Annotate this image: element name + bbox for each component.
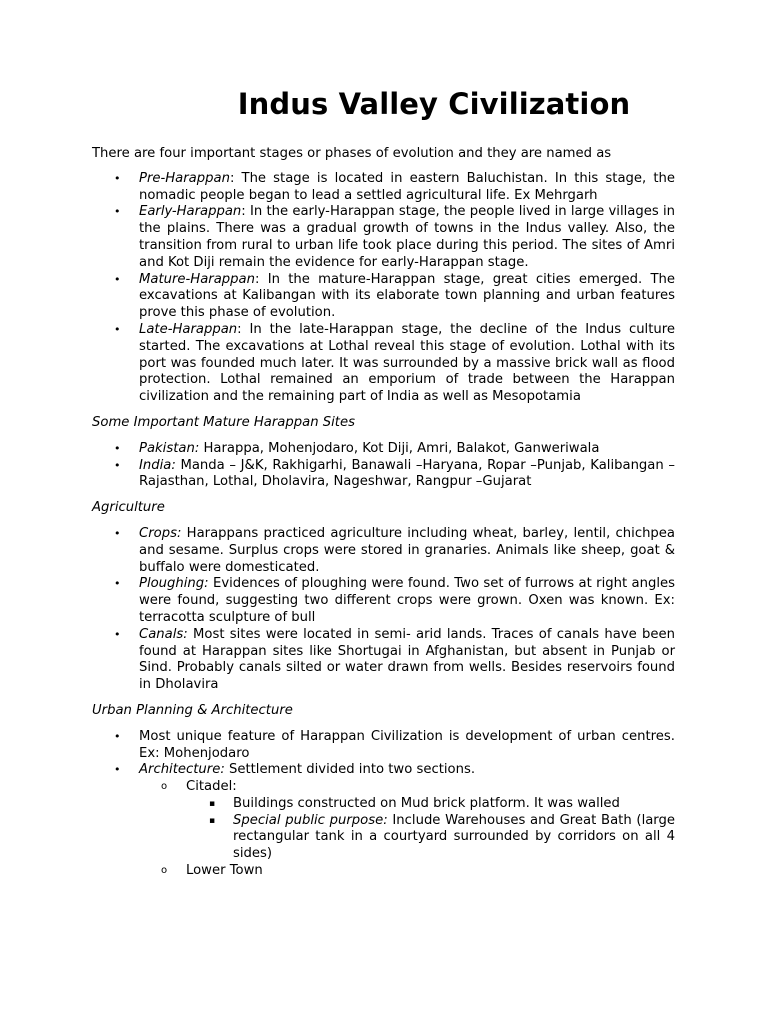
bullet-icon: •: [114, 205, 121, 219]
list-item: [92, 526, 675, 576]
page-title: Indus Valley Civilization: [237, 87, 631, 121]
agri-term: Crops:: [139, 525, 182, 541]
bullet-icon: •: [114, 526, 121, 540]
bullet-icon: •: [114, 441, 121, 455]
citadel-sublist: [186, 796, 675, 863]
stages-list: [92, 171, 675, 406]
list-item: [92, 272, 675, 322]
list-item: [92, 762, 675, 880]
citadel-term: Special public purpose:: [233, 812, 388, 828]
intro-paragraph: There are four important stages or phases of evolution and they are named as: [92, 146, 612, 161]
circle-bullet-icon: o: [161, 781, 168, 793]
site-text: Harappa, Mohenjodaro, Kot Diji, Amri, Balakot, Ganweriwala: [199, 440, 600, 456]
stage-term: Early-Harappan: [139, 204, 242, 220]
list-item: [92, 458, 675, 492]
document-body: [92, 146, 675, 880]
architecture-sublist: [139, 779, 675, 880]
section-heading-sites: Some Important Mature Harappan Sites: [92, 414, 355, 430]
agri-text: Evidences of ploughing were found. Two set of furrows at right angles were found, suggesting two different crops were grown. Oxen was known. Ex: terracotta sculpture of bull: [139, 576, 675, 625]
list-item: [92, 729, 675, 763]
urban-list: [92, 729, 675, 880]
circle-bullet-icon: o: [161, 865, 168, 877]
agri-text: Most sites were located in semi- arid lands. Traces of canals have been found at Harappan sites like Shortugai in Afghanistan, but absent in Punjab or Sind. Probably canals silted or water drawn from wells. Besides reservoirs found in Dholavira: [139, 626, 675, 693]
list-item: [186, 796, 675, 813]
stage-text: : In the early-Harappan stage, the people lived in large villages in the plains. There was a gradual growth of towns in the Indus valley. Also, the transition from rural to urban life took place during this period. The sites of Amri and Kot Diji remain the evidence for early-Harappan stage.: [139, 204, 675, 270]
stage-text: : In the mature-Harappan stage, great cities emerged. The excavations at Kalibangan with its elaborate town planning and urban features prove this phase of evolution.: [139, 271, 675, 321]
list-item: [92, 627, 675, 694]
list-item: [92, 322, 675, 406]
list-item: [92, 441, 675, 458]
bullet-icon: •: [114, 272, 121, 286]
citadel-text: Buildings constructed on Mud brick platform. It was walled: [233, 795, 620, 811]
list-item: [186, 813, 675, 863]
sites-list: [92, 441, 675, 491]
architecture-text: Settlement divided into two sections.: [224, 762, 476, 778]
bullet-icon: •: [114, 577, 121, 591]
sublist-item-lower-town: [139, 863, 675, 880]
section-heading-agriculture: Agriculture: [92, 500, 165, 516]
site-text: Manda – J&K, Rakhigarhi, Banawali –Haryana, Ropar –Punjab, Kalibangan –Rajasthan, Lothal, Dholavira, Nageshwar, Rangpur –Gujarat: [139, 457, 675, 490]
stage-text: : The stage is located in eastern Baluchistan. In this stage, the nomadic people began to lead a settled agricultural life. Ex Mehrgarh: [139, 170, 675, 203]
site-region: Pakistan:: [139, 440, 200, 456]
bullet-icon: •: [114, 627, 121, 641]
agri-text: Harappans practiced agriculture including wheat, barley, lentil, chichpea and sesame. Surplus crops were stored in granaries. Animals like sheep, goat & buffalo were domesticated.: [139, 525, 675, 575]
bullet-icon: •: [114, 322, 121, 336]
lower-town-label: Lower Town: [186, 863, 263, 879]
list-item: [92, 576, 675, 626]
agriculture-list: [92, 526, 675, 694]
citadel-label: Citadel:: [186, 779, 237, 795]
urban-text: Most unique feature of Harappan Civilization is development of urban centres. Ex: Mohenjodaro: [139, 728, 675, 761]
site-region: India:: [139, 457, 176, 473]
bullet-icon: •: [114, 171, 121, 185]
stage-term: Pre-Harappan: [139, 170, 230, 186]
list-item: [92, 171, 675, 205]
agri-term: Ploughing:: [139, 576, 209, 592]
bullet-icon: •: [114, 729, 121, 743]
agri-term: Canals:: [139, 626, 188, 642]
bullet-icon: •: [114, 458, 121, 472]
stage-term: Late-Harappan: [139, 321, 238, 337]
architecture-term: Architecture:: [139, 762, 225, 778]
sublist-item-citadel: [139, 779, 675, 863]
section-heading-urban: Urban Planning & Architecture: [92, 702, 293, 718]
bullet-icon: •: [114, 763, 121, 777]
citadel-text: Include Warehouses and Great Bath (large rectangular tank in a courtyard surrounded by corridors on all 4 sides): [233, 812, 675, 862]
square-bullet-icon: ▪: [209, 798, 216, 809]
list-item: [92, 204, 675, 271]
stage-term: Mature-Harappan: [139, 271, 255, 287]
square-bullet-icon: ▪: [209, 815, 216, 826]
stage-text: : In the late-Harappan stage, the decline of the Indus culture started. The excavations at Lothal reveal this stage of evolution. Lothal with its port was founded much later. It was surrounded by a massive brick wall as flood protection. Lothal remained an emporium of trade between the Harappan civilization and the remaining part of India as well as Mesopotamia: [139, 321, 675, 405]
